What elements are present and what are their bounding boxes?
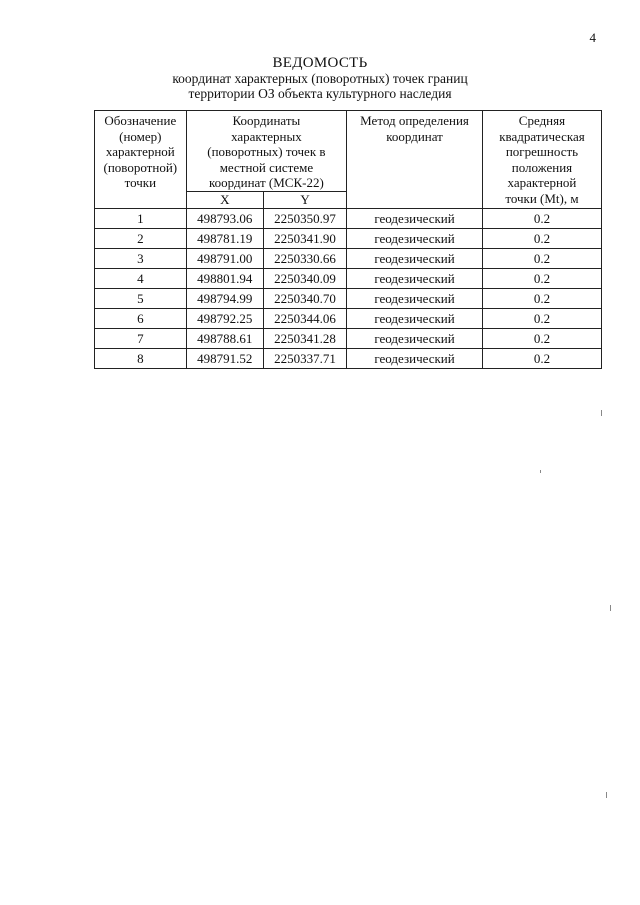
header-x: X	[186, 191, 263, 208]
header-coordinates-line: координат (МСК-22)	[209, 175, 324, 190]
header-y: Y	[263, 191, 346, 208]
table-row	[95, 248, 602, 268]
header-error-line: положения	[511, 159, 573, 175]
cell-error: 0.2	[482, 248, 601, 268]
scan-speck	[540, 470, 541, 473]
cell-num: 5	[95, 288, 187, 308]
cell-y: 2250340.09	[263, 268, 346, 288]
cell-method: геодезический	[347, 308, 483, 328]
cell-x: 498781.19	[186, 228, 263, 248]
header-designation-line: (номер)	[119, 128, 162, 144]
cell-method: геодезический	[347, 248, 483, 268]
scan-speck	[610, 605, 611, 611]
cell-error: 0.2	[482, 308, 601, 328]
cell-num: 2	[95, 228, 187, 248]
cell-error: 0.2	[482, 328, 601, 348]
table-row	[95, 288, 602, 308]
cell-x: 498801.94	[186, 268, 263, 288]
cell-y: 2250344.06	[263, 308, 346, 328]
cell-method: геодезический	[347, 208, 483, 228]
header-error-line: погрешность	[505, 144, 579, 159]
table-row	[95, 348, 602, 368]
title-block	[0, 56, 640, 101]
cell-x: 498794.99	[186, 288, 263, 308]
cell-y: 2250341.90	[263, 228, 346, 248]
coordinates-table	[94, 110, 602, 369]
cell-method: геодезический	[347, 288, 483, 308]
header-error-line: Средняя	[518, 113, 566, 128]
cell-x: 498793.06	[186, 208, 263, 228]
table-row	[95, 308, 602, 328]
cell-num: 4	[95, 268, 187, 288]
header-method-line: Метод определения	[360, 113, 469, 128]
table-row	[95, 208, 602, 228]
cell-num: 8	[95, 348, 187, 368]
cell-y: 2250340.70	[263, 288, 346, 308]
header-method	[347, 111, 483, 209]
header-error	[482, 111, 601, 209]
cell-num: 1	[95, 208, 187, 228]
header-error-line: квадратическая	[499, 128, 585, 144]
header-method-line: координат	[386, 128, 443, 144]
cell-x: 498792.25	[186, 308, 263, 328]
header-designation-line: характерной	[105, 144, 175, 159]
cell-error: 0.2	[482, 288, 601, 308]
cell-num: 6	[95, 308, 187, 328]
header-coordinates-line: характерных	[231, 128, 302, 144]
header-designation-line: (поворотной)	[103, 159, 178, 175]
document-title: ВЕДОМОСТЬ	[272, 55, 368, 71]
header-coordinates-line: местной системе	[219, 159, 314, 175]
cell-method: геодезический	[347, 228, 483, 248]
header-error-line: точки (Mt), м	[505, 190, 579, 206]
table-row	[95, 328, 602, 348]
cell-error: 0.2	[482, 268, 601, 288]
cell-method: геодезический	[347, 328, 483, 348]
cell-x: 498791.00	[186, 248, 263, 268]
cell-num: 7	[95, 328, 187, 348]
table-row	[95, 268, 602, 288]
table-row	[95, 228, 602, 248]
header-designation	[95, 111, 187, 209]
cell-y: 2250330.66	[263, 248, 346, 268]
cell-num: 3	[95, 248, 187, 268]
subtitle-line-1: координат характерных (поворотных) точек границ	[172, 71, 468, 86]
header-error-line: характерной	[507, 175, 577, 190]
cell-y: 2250337.71	[263, 348, 346, 368]
cell-error: 0.2	[482, 208, 601, 228]
cell-method: геодезический	[347, 268, 483, 288]
header-coordinates	[186, 111, 347, 192]
header-designation-line: точки	[124, 175, 157, 190]
cell-x: 498791.52	[186, 348, 263, 368]
scan-speck	[606, 792, 607, 798]
cell-error: 0.2	[482, 348, 601, 368]
cell-y: 2250350.97	[263, 208, 346, 228]
header-designation-line: Обозначение	[104, 113, 177, 128]
page-number: 4	[589, 30, 596, 45]
subtitle-line-2: территории ОЗ объекта культурного наследия	[188, 86, 452, 101]
header-coordinates-line: Координаты	[232, 113, 301, 128]
cell-error: 0.2	[482, 228, 601, 248]
cell-y: 2250341.28	[263, 328, 346, 348]
scan-speck	[601, 410, 602, 416]
cell-method: геодезический	[347, 348, 483, 368]
cell-x: 498788.61	[186, 328, 263, 348]
table-header-row	[95, 111, 602, 192]
header-coordinates-line: (поворотных) точек в	[207, 144, 326, 159]
